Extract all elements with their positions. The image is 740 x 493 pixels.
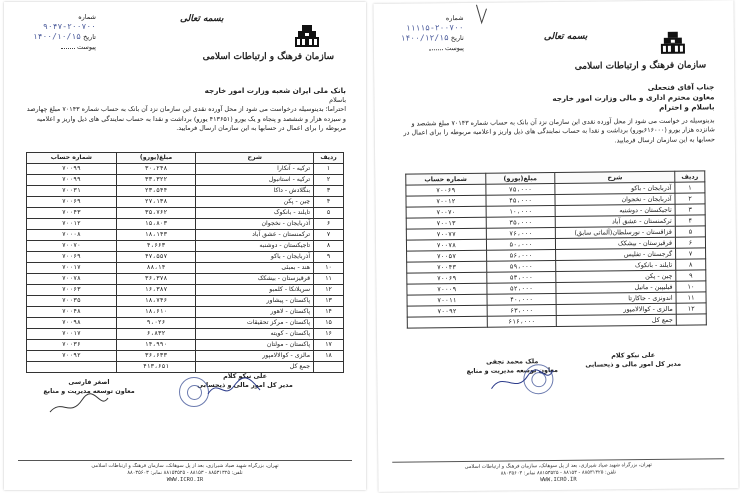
account-cell: ۷۰۰۴۸ (27, 307, 117, 318)
description-cell: آذربایجان - باکو (555, 182, 675, 194)
table-row (27, 329, 344, 340)
account-cell: ۷۰۰۱۲ (406, 195, 486, 207)
signer-title: معاون توسعه مدیریت و منابع (43, 387, 135, 395)
row-number-cell: ۵ (675, 226, 705, 237)
description-cell: آذربایجان - نخجوان (196, 219, 314, 230)
table-row (27, 307, 344, 318)
signer-title: مدیر کل امور مالی و ذیحسابی (585, 359, 682, 369)
total-label: جمع کل (557, 314, 677, 326)
signer-title: معاون توسعه مدیریت و منابع (466, 365, 559, 375)
table-row (27, 285, 344, 296)
col-header-description: شرح (555, 171, 675, 183)
row-number-cell: ۱۱ (314, 274, 344, 285)
description-cell: ترکمنستان - عشق آباد (555, 215, 675, 227)
account-cell: ۷۰۰۹۲ (407, 305, 487, 317)
attachment-label: پیوست (77, 43, 96, 51)
letter-right (373, 0, 738, 492)
date-label: تاریخ (450, 33, 464, 43)
table-row (27, 274, 344, 285)
table-row (27, 351, 344, 362)
ref-number: ۲۰۰۷۰۰-۱۱۱۱۵ (405, 22, 464, 33)
row-number-cell: ۶ (314, 219, 344, 230)
transfer-table (26, 152, 344, 373)
row-number-cell: ۱۲ (676, 303, 706, 314)
amount-cell: ۷۶،۰۰۰ (486, 228, 556, 240)
table-row (27, 263, 344, 274)
row-number-cell: ۲ (314, 175, 344, 186)
row-number-cell: ۲ (675, 193, 705, 204)
row-number-cell: ۸ (314, 241, 344, 252)
account-cell: ۷۰۰۷۸ (27, 274, 117, 285)
table-row (27, 208, 344, 219)
table-row (27, 241, 344, 252)
row-number-cell: ۱۰ (314, 263, 344, 274)
amount-cell: ۳۶،۳۷۸ (116, 274, 196, 285)
amount-cell: ۸۸،۱۴ (116, 263, 196, 274)
table-row (27, 219, 344, 230)
description-cell: چین - پکن (196, 197, 314, 208)
row-number-cell: ۱۲ (314, 285, 344, 296)
description-cell: تایلند - بانکوک (196, 208, 314, 219)
table-row (27, 340, 344, 351)
basmala: بسمه تعالی (543, 31, 588, 43)
description-cell: آذربایجان - نخجوان (555, 193, 675, 205)
description-cell: پاکستان - پیشاور (196, 296, 314, 307)
description-cell: مالزی - کوالالامپور (556, 303, 676, 315)
letter-left (4, 2, 366, 490)
account-cell: ۷۰۰۹۲ (27, 351, 117, 362)
account-cell: ۷۰۰۶۳ (27, 285, 117, 296)
amount-cell: ۱۴،۹۹۰ (116, 340, 196, 351)
col-header-amount: مبلغ(یورو) (485, 173, 555, 185)
description-cell: ترکیه - استانبول (196, 175, 314, 186)
account-cell: ۷۰۰۷۰ (27, 241, 117, 252)
account-cell: ۷۰۰۶۹ (27, 197, 117, 208)
amount-cell: ۳۵،۷۶۲ (116, 208, 196, 219)
table-total-row (27, 362, 344, 373)
organization-logo-icon (292, 22, 322, 50)
row-number-cell: ۱ (675, 182, 705, 193)
date-value: ۱۴۰۰/۱۰/۱۵ (32, 32, 81, 41)
amount-cell: ۳۶،۶۳۳ (116, 351, 196, 362)
organization-logo-icon (658, 29, 688, 57)
handwritten-signature-icon (44, 390, 114, 420)
account-cell: ۷۰۰۱۷ (27, 329, 117, 340)
row-number-cell: ۹ (676, 270, 706, 281)
description-cell: قرقیزستان - بیشکک (196, 274, 314, 285)
signer-name: ملک محمد نجفی (486, 357, 539, 366)
footer-address: تهران، بزرگراه شهید صیاد شیرازی، بعد از پل سوهانک، سازمان فرهنگ و ارتباطات اسلامی (91, 463, 279, 469)
account-cell: ۷۰۰۱۱ (407, 294, 487, 306)
account-cell: ۷۰۰۹۹ (27, 175, 117, 186)
description-cell: ترکیه - آنکارا (196, 164, 314, 175)
account-cell: ۷۰۰۱۳ (406, 217, 486, 229)
description-cell: بنگلادش - داکا (196, 186, 314, 197)
row-number-cell: ۱۵ (314, 318, 344, 329)
row-number-cell: ۳ (314, 186, 344, 197)
col-header-description: شرح (196, 153, 314, 164)
account-cell: ۷۰۰۶۹ (27, 252, 117, 263)
account-cell: ۷۰۰۱۷ (27, 263, 117, 274)
amount-cell: ۱۵،۸۰۳ (116, 219, 196, 230)
row-number-cell: ۶ (675, 237, 705, 248)
row-number-cell: ۱۶ (314, 329, 344, 340)
amount-cell: ۵۹،۰۰۰ (486, 261, 556, 273)
table-header-row (27, 153, 344, 164)
account-cell: ۷۰۰۵۷ (407, 250, 487, 262)
description-cell: تاجیکستان - دوشنبه (555, 204, 675, 216)
account-cell: ۷۰۰۳۵ (27, 296, 117, 307)
letter-body (394, 82, 715, 148)
amount-cell: ۷۵،۰۰۰ (486, 184, 556, 196)
signer-name: اصغر فارسی (68, 378, 110, 386)
description-cell: اندونزی - جاکارتا (556, 292, 676, 304)
table-row (27, 186, 344, 197)
description-cell: قرقیزستان - بیشکک (556, 237, 676, 249)
col-header-amount: مبلغ(یورو) (116, 153, 196, 164)
table-row (27, 175, 344, 186)
date-value: ۱۴۰۰/۱۲/۱۵ (400, 33, 449, 43)
account-cell: ۷۰۰۱۲ (27, 219, 117, 230)
amount-cell: ۵۶،۰۰۰ (486, 250, 556, 262)
amount-cell: ۹،۰۲۶ (116, 318, 196, 329)
amount-cell: ۵۰،۰۰۰ (486, 239, 556, 251)
description-cell: ترکمنستان - عشق آباد (196, 230, 314, 241)
amount-cell: ۴،۶۶۳ (116, 241, 196, 252)
row-number-cell: ۱۳ (314, 296, 344, 307)
amount-cell: ۴۷،۵۵۷ (116, 252, 196, 263)
amount-cell: ۶۳،۰۰۰ (487, 304, 557, 316)
description-cell: آذربایجان - باکو (196, 252, 314, 263)
account-cell: ۷۰۰۷۸ (406, 239, 486, 251)
description-cell: تاجیکستان - دوشنبه (196, 241, 314, 252)
row-number-cell: ۳ (675, 204, 705, 215)
signer-name: علی نیکو کلام (223, 372, 267, 380)
amount-cell: ۱۸،۶۱۰ (116, 307, 196, 318)
amount-cell: ۵۲،۰۰۰ (487, 283, 557, 295)
table-row (27, 164, 344, 175)
row-number-cell: ۴ (675, 215, 705, 226)
amount-cell: ۴۵،۰۰۰ (486, 195, 556, 207)
account-cell: ۷۰۰۳۱ (27, 186, 117, 197)
basmala: بسمه تعالی (180, 14, 224, 24)
addressee-name: جناب آقای فتحعلی (647, 82, 715, 93)
date-label: تاریخ (83, 33, 96, 41)
row-number-cell: ۱۱ (676, 292, 706, 303)
account-cell: ۷۰۰۳۶ (27, 340, 117, 351)
description-cell: فیلیپین - مانیل (556, 281, 676, 293)
signer-title: مدیر کل امور مالی و ذیحسابی (197, 381, 293, 389)
row-number-cell: ۷ (314, 230, 344, 241)
table-row (27, 318, 344, 329)
amount-cell: ۲۷،۱۳۸ (116, 197, 196, 208)
table-row (27, 197, 344, 208)
attachment-label: پیوست (444, 43, 464, 53)
letter-footer (18, 460, 352, 484)
account-cell: ۷۰۰۹۹ (27, 164, 117, 175)
col-header-account: شماره حساب (27, 153, 117, 164)
description-cell: قزاقستان - نورسلطان(آلماتی سابق) (556, 226, 676, 238)
ref-number: ۲۰۰۷۰۰-۹۰۴۷ (43, 22, 96, 31)
signer-name: علی نیکو کلام (611, 350, 656, 360)
handwritten-signature-icon (204, 374, 264, 402)
amount-cell: ۱۰،۰۰۰ (486, 206, 556, 218)
account-cell: ۷۰۰۹۸ (27, 318, 117, 329)
footer-address: تهران، بزرگراه شهید صیاد شیرازی، بعد از پل سوهانک، سازمان فرهنگ و ارتباطات اسلامی (464, 462, 652, 470)
row-number-cell: ۱۷ (314, 340, 344, 351)
account-cell: ۷۰۰۰۸ (27, 230, 117, 241)
ref-label: شماره (78, 13, 96, 21)
col-header-row-number: ردیف (675, 171, 705, 182)
row-number-cell: ۱۰ (676, 281, 706, 292)
ref-label: شماره (445, 13, 464, 23)
footer-website: WWW.ICRO.IR (540, 476, 577, 484)
total-amount: ۶۱۶،۰۰۰ (487, 315, 557, 327)
col-header-row-number: ردیف (314, 153, 344, 164)
reference-block (26, 12, 96, 52)
amount-cell: ۳۰،۲۴۸ (116, 164, 196, 175)
transfer-table (405, 170, 707, 328)
table-row (27, 252, 344, 263)
description-cell: پاکستان - لاهور (196, 307, 314, 318)
description-cell: پاکستان - مرکز تحقیقات (196, 318, 314, 329)
account-cell: ۷۰۰۴۳ (407, 261, 487, 273)
footer-phones: تلفن: ۸۸۵۳۱۳۲۵ - ۸۸۱۵۳ - ۸۸۱۵۳۵۲۵ نمابر: ۸۸۰۳۵۶۰۳ (127, 470, 243, 476)
amount-cell: ۱۸،۷۴۶ (116, 296, 196, 307)
description-cell: پاکستان - مولتان (196, 340, 314, 351)
letter-body (24, 86, 346, 134)
greeting: باسلام (329, 96, 346, 104)
row-number-cell: ۴ (314, 197, 344, 208)
organization-name: سازمان فرهنگ و ارتباطات اسلامی (202, 52, 334, 62)
amount-cell: ۶،۸۳۲ (116, 329, 196, 340)
organization-name: سازمان فرهنگ و ارتباطات اسلامی (574, 60, 707, 72)
amount-cell: ۳۳،۳۲۲ (116, 175, 196, 186)
account-cell: ۷۰۰۴۳ (27, 208, 117, 219)
row-number-cell: ۱ (314, 164, 344, 175)
footer-website: WWW.ICRO.IR (166, 477, 204, 483)
amount-cell: ۲۳،۵۴۴ (116, 186, 196, 197)
row-number-cell: ۵ (314, 208, 344, 219)
description-cell: سریلانکا - کلمبو (196, 285, 314, 296)
total-label: جمع کل (196, 362, 314, 373)
total-amount: ۴۱۳،۶۵۱ (116, 362, 196, 373)
signature-right (573, 351, 693, 370)
col-header-account: شماره حساب (406, 173, 486, 185)
description-cell: تایلند - بانکوک (556, 259, 676, 271)
account-cell: ۷۰۰۰۹ (407, 283, 487, 295)
handwritten-mark-icon (473, 3, 489, 25)
row-number-cell: ۸ (676, 259, 706, 270)
letter-footer (392, 458, 724, 485)
table-row (27, 230, 344, 241)
amount-cell: ۴۰،۰۰۰ (487, 293, 557, 305)
addressee-title: معاون محترم اداری و مالی وزارت امور خارجه (552, 92, 715, 104)
account-cell: ۷۰۰۶۹ (407, 272, 487, 284)
row-number-cell: ۷ (676, 248, 706, 259)
description-cell: چین - پکن (556, 270, 676, 282)
account-cell: ۷۰۰۷۷ (406, 228, 486, 240)
intro-paragraph: احتراما؛ بدینوسیله درخواست می شود از محل آورده نقدی این سازمان نزد آن بانک به حساب شماره ۷۰۱۴۳ مبلغ چهارصد و سیزده هزار و ششصد و پنجاه و یک یورو (۴۱۳۶۵۱ یورو) برداشت و نقدا به حساب نمایندگی های ذیل واریز و اعلامیه مربوطه را برای اعمال در حسابها به این سازمان ارسال فرمایید. (26, 105, 346, 133)
account-cell: ۷۰۰۷۰ (406, 206, 486, 218)
amount-cell: ۱۶،۳۸۷ (116, 285, 196, 296)
reference-block (394, 13, 464, 54)
account-cell: ۷۰۰۶۹ (406, 184, 486, 196)
amount-cell: ۳۵،۰۰۰ (486, 217, 556, 229)
row-number-cell: ۱۴ (314, 307, 344, 318)
table-row (27, 296, 344, 307)
amount-cell: ۱۸،۱۴۳ (116, 230, 196, 241)
intro-paragraph: بدینوسیله در خواست می شود از محل آورده نقدی این سازمان نزد آن بانک به حساب شماره ۷۰۱۴۳ مبلغ ششصد و شانزده هزار یورو (۶۱۶۰۰۰یورو) برداشت و نقدا به حساب نمایندگی های ذیل واریز و اعلامیه مربوطه را برای اعمال در حسابها به این سازمان ارسال فرمایید. (403, 116, 715, 145)
greeting: باسلام و احترام (659, 102, 715, 112)
amount-cell: ۵۳،۰۰۰ (486, 272, 556, 284)
row-number-cell: ۱۸ (314, 351, 344, 362)
description-cell: مالزی - کوالالامپور (196, 351, 314, 362)
description-cell: گرجستان - تفلیس (556, 248, 676, 260)
description-cell: پاکستان - کویته (196, 329, 314, 340)
addressee: بانک ملی ایران شعبه وزارت امور خارجه (204, 86, 346, 95)
row-number-cell: ۹ (314, 252, 344, 263)
handwritten-signature-icon (487, 364, 557, 397)
footer-phones: تلفن: ۸۸۵۳۱۳۲۵ - ۸۸۱۵۳ - ۸۸۱۵۳۵۲۵ نمابر: ۸۸۰۳۵۶۰۳ (500, 469, 617, 477)
description-cell: هند - بمبئی (196, 263, 314, 274)
